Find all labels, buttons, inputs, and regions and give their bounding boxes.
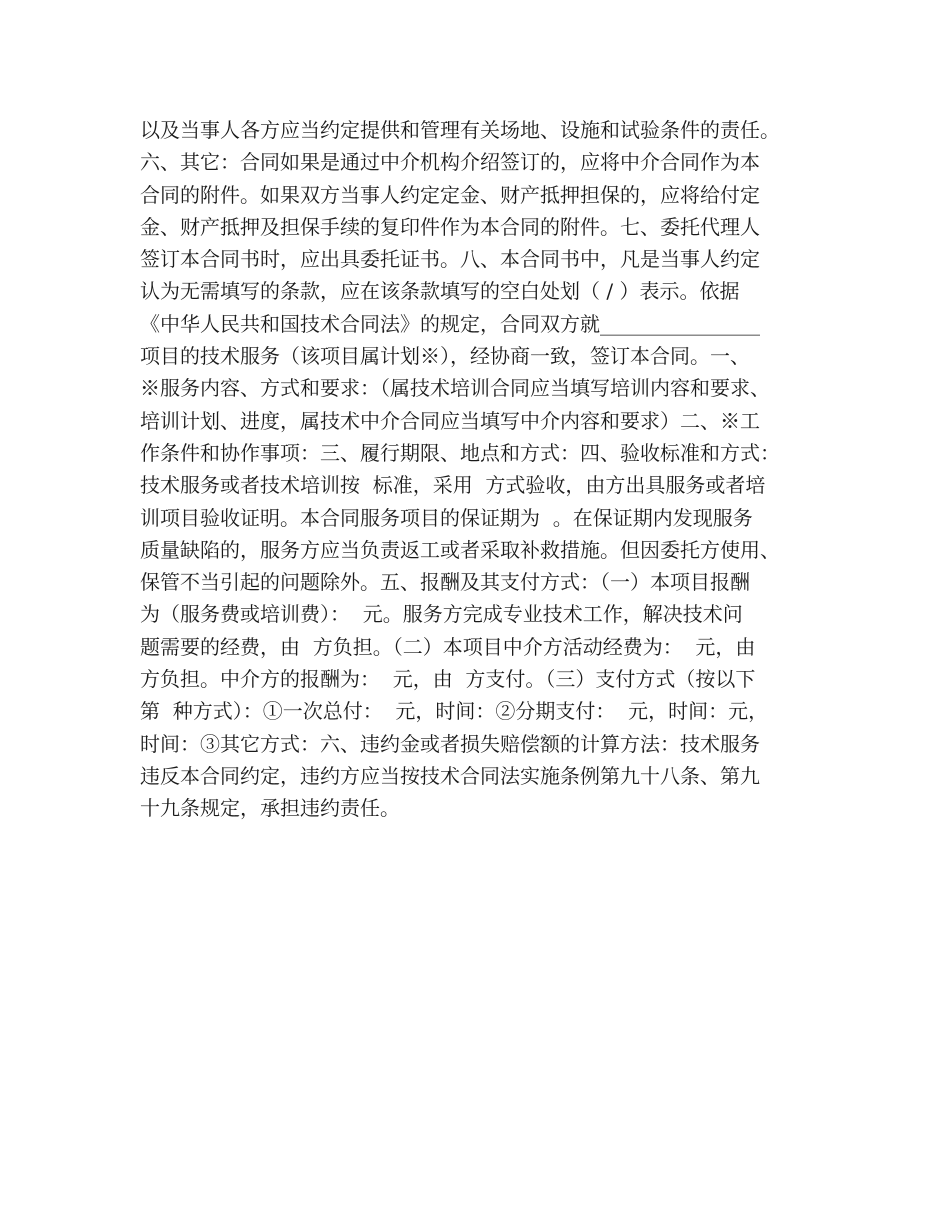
text-line: 金、财产抵押及担保手续的复印件作为本合同的附件。七、委托代理人 — [140, 214, 760, 239]
text-line: 质量缺陷的，服务方应当负责返工或者采取补救措施。但因委托方使用、 — [140, 537, 780, 562]
text-line: ※服务内容、方式和要求：（属技术培训合同应当填写培训内容和要求、 — [140, 376, 770, 401]
text-line: 六、其它：合同如果是通过中介机构介绍签订的，应将中介合同作为本 — [140, 150, 760, 175]
text-line: 认为无需填写的条款，应在该条款填写的空白处划（ / ）表示。依据 — [140, 279, 740, 304]
text-line: 合同的附件。如果双方当事人约定定金、财产抵押担保的，应将给付定 — [140, 182, 760, 207]
text-line: 以及当事人各方应当约定提供和管理有关场地、设施和试验条件的责任。 — [140, 118, 780, 142]
text-line: 第 种方式）：①一次总付： 元，时间：②分期支付： 元，时间：元， — [140, 699, 769, 724]
text-line: 技术服务或者技术培训按 标准，采用 方式验收，由方出具服务或者培 — [140, 473, 766, 498]
text-line: 项目的技术服务（该项目属计划※），经协商一致，签订本合同。一、 — [140, 344, 750, 369]
text-line: 违反本合同约定，违约方应当按技术合同法实施条例第九十八条、第九 — [140, 763, 760, 788]
text-line: 题需要的经费，由 方负担。（二）本项目中介方活动经费为： 元，由 — [140, 634, 756, 659]
text-line: 为（服务费或培训费）： 元。服务方完成专业技术工作，解决技术问 — [140, 602, 743, 627]
text-line: 训项目验收证明。本合同服务项目的保证期为 。在保证期内发现服务 — [140, 505, 753, 530]
text-line: 《中华人民共和国技术合同法》的规定，合同双方就________________ — [140, 311, 760, 336]
text-line: 作条件和协作事项：三、履行期限、地点和方式：四、验收标准和方式： — [140, 440, 780, 465]
text-line: 保管不当引起的问题除外。五、报酬及其支付方式：（一）本项目报酬 — [140, 570, 750, 595]
contract-text-body — [140, 114, 840, 825]
text-line: 培训计划、进度，属技术中介合同应当填写中介内容和要求）二、※工 — [140, 408, 760, 433]
text-line: 十九条规定，承担违约责任。 — [140, 796, 400, 821]
text-line: 签订本合同书时，应出具委托证书。八、本合同书中，凡是当事人约定 — [140, 247, 760, 272]
text-line: 时间：③其它方式：六、违约金或者损失赔偿额的计算方法：技术服务 — [140, 731, 760, 756]
text-line: 方负担。中介方的报酬为： 元，由 方支付。（三）支付方式（按以下 — [140, 667, 756, 692]
